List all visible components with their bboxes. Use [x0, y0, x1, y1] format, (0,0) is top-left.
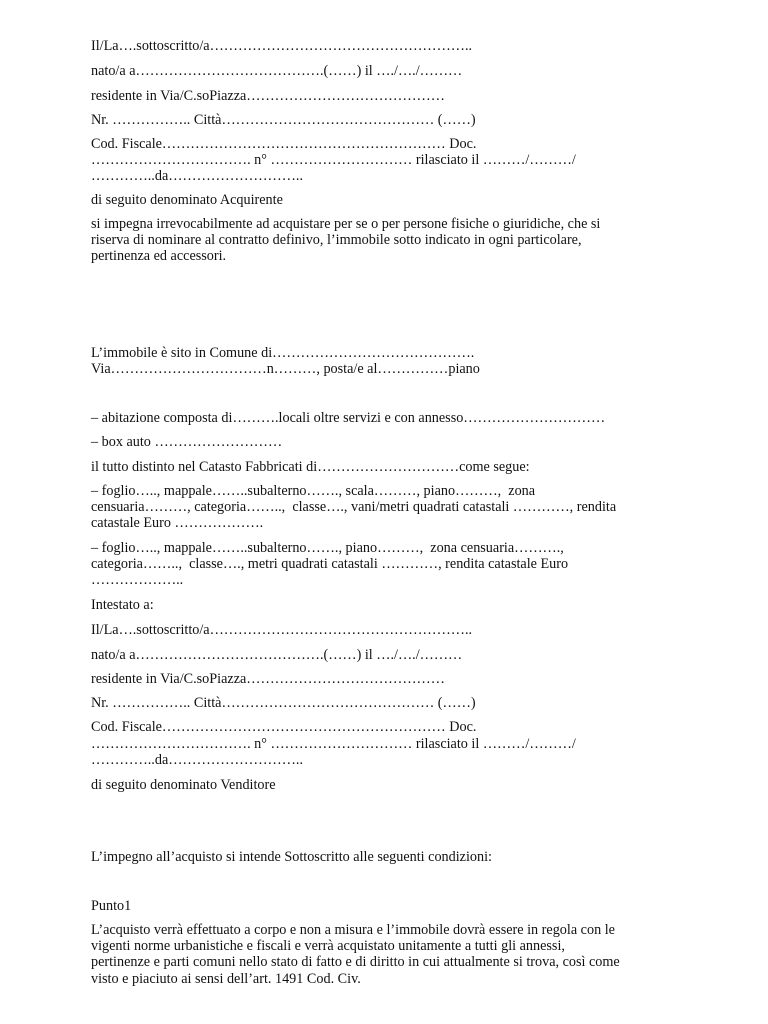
seller-fiscal-code-line: Cod. Fiscale…………………………………………………… Doc.: [91, 719, 477, 735]
buyer-document-line: ……………………………. n° ………………………… rilasciato il ………/………/: [91, 152, 576, 168]
cadastre-entry-line: ………………..: [91, 572, 184, 588]
property-address-line: Via……………………………n………, posta/e al……………piano: [91, 361, 480, 377]
conditions-intro: L’impegno all’acquisto si intende Sottoscritto alle seguenti condizioni:: [91, 849, 492, 865]
seller-role-line: di seguito denominato Venditore: [91, 777, 276, 793]
seller-number-city-line: Nr. …………….. Città……………………………………… (……): [91, 695, 476, 711]
buyer-number-city-line: Nr. …………….. Città……………………………………… (……): [91, 112, 476, 128]
cadastre-entry-line: catastale Euro ……………….: [91, 515, 264, 531]
cadastre-entry-line: – foglio….., mappale……..subalterno……., piano………, zona censuaria……….,: [91, 540, 564, 556]
seller-address-line: residente in Via/C.soPiazza……………………………………: [91, 671, 445, 687]
commitment-line: riserva di nominare al contratto definivo, l’immobile sotto indicato in ogni particolare,: [91, 232, 582, 248]
seller-issued-by-line: …………..da………………………..: [91, 752, 304, 768]
point1-line: L’acquisto verrà effettuato a corpo e non a misura e l’immobile dovrà essere in regola con le: [91, 922, 615, 938]
seller-document-line: ……………………………. n° ………………………… rilasciato il ………/………/: [91, 736, 576, 752]
buyer-name-line: Il/La….sottoscritto/a………………………………………………..: [91, 38, 473, 54]
buyer-role-line: di seguito denominato Acquirente: [91, 192, 283, 208]
property-location-line: L’immobile è sito in Comune di…………………………………….: [91, 345, 475, 361]
commitment-line: si impegna irrevocabilmente ad acquistare per se o per persone fisiche o giuridiche, che si: [91, 216, 601, 232]
seller-birth-line: nato/a a………………………………….(……) il …./…./………: [91, 647, 463, 663]
commitment-line: pertinenza ed accessori.: [91, 248, 227, 264]
cadastre-entry-line: censuaria………, categoria…….., classe…., vani/metri quadrati catastali …………, rendita: [91, 499, 617, 515]
buyer-fiscal-code-line: Cod. Fiscale…………………………………………………… Doc.: [91, 136, 477, 152]
property-cadastre-line: il tutto distinto nel Catasto Fabbricati di…………………………come segue:: [91, 459, 530, 475]
property-garage-line: – box auto ………………………: [91, 434, 283, 450]
property-dwelling-line: – abitazione composta di……….locali oltre servizi e con annesso…………………………: [91, 410, 606, 426]
buyer-issued-by-line: …………..da………………………..: [91, 168, 304, 184]
owner-heading: Intestato a:: [91, 597, 154, 613]
buyer-address-line: residente in Via/C.soPiazza……………………………………: [91, 88, 445, 104]
cadastre-entry-line: – foglio….., mappale……..subalterno……., scala………, piano………, zona: [91, 483, 536, 499]
point1-title: Punto1: [91, 898, 132, 914]
point1-line: pertinenze e parti comuni nello stato di fatto e di diritto in cui attualmente si trova, così come: [91, 954, 620, 970]
point1-line: vigenti norme urbanistiche e fiscali e verrà acquistato unitamente a tutti gli annessi,: [91, 938, 565, 954]
cadastre-entry-line: categoria…….., classe…., metri quadrati catastali …………, rendita catastale Euro: [91, 556, 569, 572]
buyer-birth-line: nato/a a………………………………….(……) il …./…./………: [91, 63, 463, 79]
seller-name-line: Il/La….sottoscritto/a………………………………………………..: [91, 622, 473, 638]
point1-line: visto e piaciuto ai sensi dell’art. 1491 Cod. Civ.: [91, 971, 361, 987]
